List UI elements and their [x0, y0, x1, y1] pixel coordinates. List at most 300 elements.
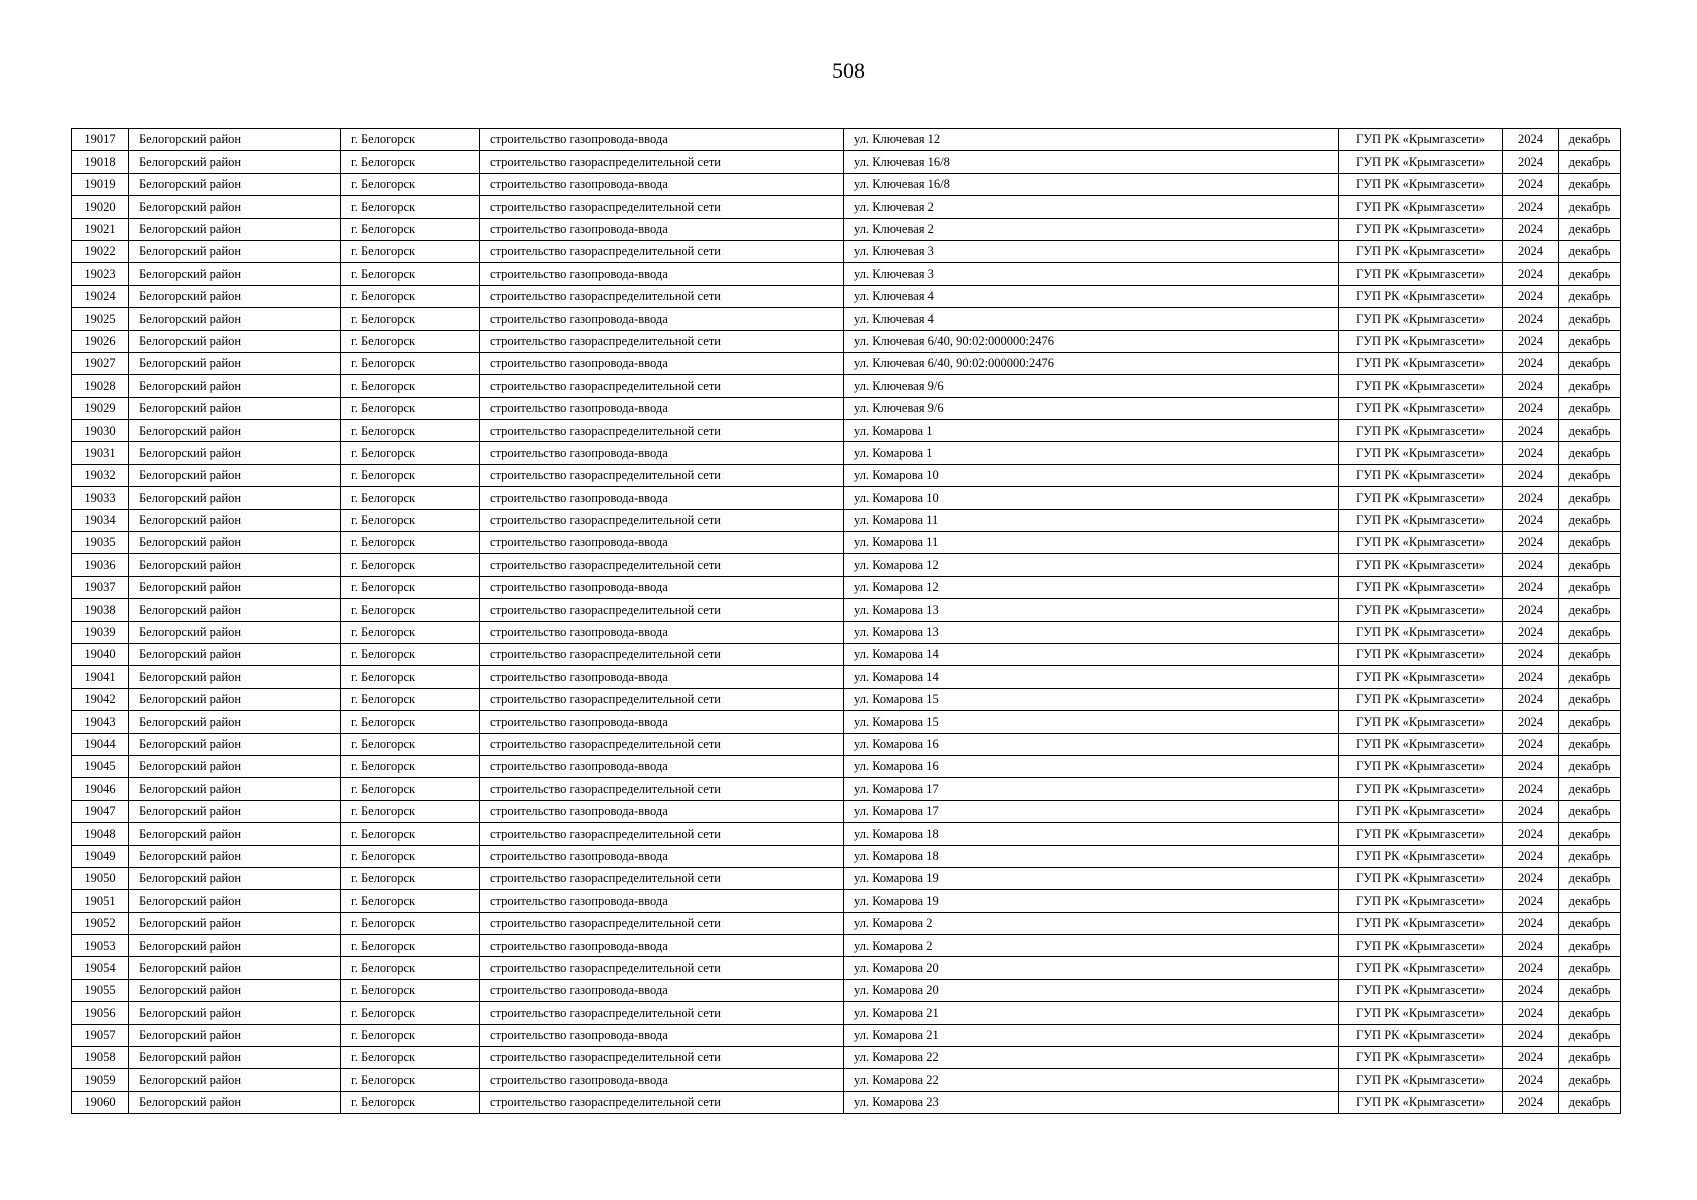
city-cell: г. Белогорск [341, 487, 480, 509]
row-number-cell: 19057 [72, 1024, 129, 1046]
month-cell: декабрь [1559, 890, 1621, 912]
district-cell: Белогорский район [129, 218, 341, 240]
year-cell: 2024 [1503, 218, 1559, 240]
address-cell: ул. Комарова 16 [844, 755, 1339, 777]
work-type-cell: строительство газораспределительной сети [480, 688, 844, 710]
month-cell: декабрь [1559, 285, 1621, 307]
city-cell: г. Белогорск [341, 308, 480, 330]
work-type-cell: строительство газораспределительной сети [480, 285, 844, 307]
city-cell: г. Белогорск [341, 129, 480, 151]
address-cell: ул. Комарова 13 [844, 621, 1339, 643]
year-cell: 2024 [1503, 263, 1559, 285]
district-cell: Белогорский район [129, 576, 341, 598]
row-number-cell: 19031 [72, 442, 129, 464]
month-cell: декабрь [1559, 621, 1621, 643]
table-row [72, 285, 1621, 307]
table-row [72, 867, 1621, 889]
address-cell: ул. Комарова 10 [844, 464, 1339, 486]
city-cell: г. Белогорск [341, 1091, 480, 1113]
month-cell: декабрь [1559, 330, 1621, 352]
organization-cell: ГУП РК «Крымгазсети» [1339, 823, 1503, 845]
year-cell: 2024 [1503, 173, 1559, 195]
work-type-cell: строительство газопровода-ввода [480, 173, 844, 195]
table-row [72, 845, 1621, 867]
city-cell: г. Белогорск [341, 912, 480, 934]
city-cell: г. Белогорск [341, 688, 480, 710]
table-row [72, 1024, 1621, 1046]
year-cell: 2024 [1503, 823, 1559, 845]
organization-cell: ГУП РК «Крымгазсети» [1339, 867, 1503, 889]
gasification-register-table [71, 128, 1621, 1114]
table-row [72, 173, 1621, 195]
city-cell: г. Белогорск [341, 1047, 480, 1069]
year-cell: 2024 [1503, 912, 1559, 934]
work-type-cell: строительство газораспределительной сети [480, 464, 844, 486]
year-cell: 2024 [1503, 979, 1559, 1001]
city-cell: г. Белогорск [341, 890, 480, 912]
district-cell: Белогорский район [129, 196, 341, 218]
row-number-cell: 19023 [72, 263, 129, 285]
district-cell: Белогорский район [129, 755, 341, 777]
city-cell: г. Белогорск [341, 576, 480, 598]
address-cell: ул. Комарова 2 [844, 935, 1339, 957]
month-cell: декабрь [1559, 464, 1621, 486]
work-type-cell: строительство газопровода-ввода [480, 666, 844, 688]
city-cell: г. Белогорск [341, 218, 480, 240]
table-row [72, 912, 1621, 934]
address-cell: ул. Комарова 17 [844, 800, 1339, 822]
address-cell: ул. Комарова 2 [844, 912, 1339, 934]
year-cell: 2024 [1503, 666, 1559, 688]
district-cell: Белогорский район [129, 285, 341, 307]
year-cell: 2024 [1503, 845, 1559, 867]
city-cell: г. Белогорск [341, 173, 480, 195]
row-number-cell: 19044 [72, 733, 129, 755]
month-cell: декабрь [1559, 173, 1621, 195]
month-cell: декабрь [1559, 218, 1621, 240]
organization-cell: ГУП РК «Крымгазсети» [1339, 979, 1503, 1001]
district-cell: Белогорский район [129, 912, 341, 934]
month-cell: декабрь [1559, 711, 1621, 733]
year-cell: 2024 [1503, 1091, 1559, 1113]
address-cell: ул. Комарова 19 [844, 867, 1339, 889]
month-cell: декабрь [1559, 867, 1621, 889]
work-type-cell: строительство газораспределительной сети [480, 375, 844, 397]
month-cell: декабрь [1559, 487, 1621, 509]
city-cell: г. Белогорск [341, 778, 480, 800]
district-cell: Белогорский район [129, 509, 341, 531]
table-row [72, 308, 1621, 330]
work-type-cell: строительство газопровода-ввода [480, 711, 844, 733]
organization-cell: ГУП РК «Крымгазсети» [1339, 509, 1503, 531]
year-cell: 2024 [1503, 1002, 1559, 1024]
work-type-cell: строительство газораспределительной сети [480, 778, 844, 800]
district-cell: Белогорский район [129, 1047, 341, 1069]
month-cell: декабрь [1559, 375, 1621, 397]
row-number-cell: 19037 [72, 576, 129, 598]
row-number-cell: 19024 [72, 285, 129, 307]
organization-cell: ГУП РК «Крымгазсети» [1339, 240, 1503, 262]
district-cell: Белогорский район [129, 554, 341, 576]
organization-cell: ГУП РК «Крымгазсети» [1339, 397, 1503, 419]
year-cell: 2024 [1503, 643, 1559, 665]
table-row [72, 935, 1621, 957]
year-cell: 2024 [1503, 308, 1559, 330]
address-cell: ул. Комарова 18 [844, 823, 1339, 845]
month-cell: декабрь [1559, 240, 1621, 262]
table-row [72, 778, 1621, 800]
city-cell: г. Белогорск [341, 240, 480, 262]
address-cell: ул. Ключевая 2 [844, 196, 1339, 218]
city-cell: г. Белогорск [341, 845, 480, 867]
work-type-cell: строительство газораспределительной сети [480, 733, 844, 755]
district-cell: Белогорский район [129, 935, 341, 957]
table-row [72, 464, 1621, 486]
table-row [72, 688, 1621, 710]
organization-cell: ГУП РК «Крымгазсети» [1339, 778, 1503, 800]
year-cell: 2024 [1503, 1047, 1559, 1069]
district-cell: Белогорский район [129, 666, 341, 688]
work-type-cell: строительство газораспределительной сети [480, 599, 844, 621]
month-cell: декабрь [1559, 129, 1621, 151]
organization-cell: ГУП РК «Крымгазсети» [1339, 285, 1503, 307]
organization-cell: ГУП РК «Крымгазсети» [1339, 442, 1503, 464]
address-cell: ул. Ключевая 9/6 [844, 375, 1339, 397]
month-cell: декабрь [1559, 778, 1621, 800]
organization-cell: ГУП РК «Крымгазсети» [1339, 263, 1503, 285]
row-number-cell: 19055 [72, 979, 129, 1001]
table-row [72, 823, 1621, 845]
table-row [72, 755, 1621, 777]
address-cell: ул. Комарова 1 [844, 442, 1339, 464]
year-cell: 2024 [1503, 129, 1559, 151]
address-cell: ул. Ключевая 2 [844, 218, 1339, 240]
work-type-cell: строительство газопровода-ввода [480, 845, 844, 867]
work-type-cell: строительство газораспределительной сети [480, 330, 844, 352]
district-cell: Белогорский район [129, 867, 341, 889]
address-cell: ул. Комарова 16 [844, 733, 1339, 755]
year-cell: 2024 [1503, 957, 1559, 979]
year-cell: 2024 [1503, 576, 1559, 598]
city-cell: г. Белогорск [341, 397, 480, 419]
address-cell: ул. Ключевая 12 [844, 129, 1339, 151]
month-cell: декабрь [1559, 935, 1621, 957]
year-cell: 2024 [1503, 397, 1559, 419]
row-number-cell: 19059 [72, 1069, 129, 1091]
address-cell: ул. Ключевая 6/40, 90:02:000000:2476 [844, 330, 1339, 352]
work-type-cell: строительство газопровода-ввода [480, 1024, 844, 1046]
table-row [72, 487, 1621, 509]
table-row [72, 1047, 1621, 1069]
district-cell: Белогорский район [129, 263, 341, 285]
district-cell: Белогорский район [129, 890, 341, 912]
table-row [72, 375, 1621, 397]
organization-cell: ГУП РК «Крымгазсети» [1339, 129, 1503, 151]
year-cell: 2024 [1503, 464, 1559, 486]
address-cell: ул. Комарова 15 [844, 688, 1339, 710]
work-type-cell: строительство газопровода-ввода [480, 352, 844, 374]
address-cell: ул. Ключевая 16/8 [844, 151, 1339, 173]
organization-cell: ГУП РК «Крымгазсети» [1339, 621, 1503, 643]
table-row [72, 129, 1621, 151]
work-type-cell: строительство газораспределительной сети [480, 643, 844, 665]
address-cell: ул. Комарова 11 [844, 509, 1339, 531]
row-number-cell: 19032 [72, 464, 129, 486]
address-cell: ул. Комарова 20 [844, 979, 1339, 1001]
row-number-cell: 19019 [72, 173, 129, 195]
city-cell: г. Белогорск [341, 599, 480, 621]
month-cell: декабрь [1559, 151, 1621, 173]
city-cell: г. Белогорск [341, 1069, 480, 1091]
work-type-cell: строительство газопровода-ввода [480, 621, 844, 643]
district-cell: Белогорский район [129, 129, 341, 151]
city-cell: г. Белогорск [341, 420, 480, 442]
address-cell: ул. Комарова 23 [844, 1091, 1339, 1113]
month-cell: декабрь [1559, 442, 1621, 464]
work-type-cell: строительство газопровода-ввода [480, 800, 844, 822]
year-cell: 2024 [1503, 487, 1559, 509]
organization-cell: ГУП РК «Крымгазсети» [1339, 464, 1503, 486]
organization-cell: ГУП РК «Крымгазсети» [1339, 352, 1503, 374]
year-cell: 2024 [1503, 935, 1559, 957]
year-cell: 2024 [1503, 240, 1559, 262]
city-cell: г. Белогорск [341, 621, 480, 643]
organization-cell: ГУП РК «Крымгазсети» [1339, 308, 1503, 330]
table-row [72, 263, 1621, 285]
month-cell: декабрь [1559, 643, 1621, 665]
year-cell: 2024 [1503, 330, 1559, 352]
district-cell: Белогорский район [129, 778, 341, 800]
city-cell: г. Белогорск [341, 263, 480, 285]
organization-cell: ГУП РК «Крымгазсети» [1339, 957, 1503, 979]
row-number-cell: 19038 [72, 599, 129, 621]
table-row [72, 733, 1621, 755]
year-cell: 2024 [1503, 196, 1559, 218]
year-cell: 2024 [1503, 890, 1559, 912]
district-cell: Белогорский район [129, 151, 341, 173]
month-cell: декабрь [1559, 688, 1621, 710]
address-cell: ул. Комарова 14 [844, 643, 1339, 665]
organization-cell: ГУП РК «Крымгазсети» [1339, 532, 1503, 554]
organization-cell: ГУП РК «Крымгазсети» [1339, 755, 1503, 777]
district-cell: Белогорский район [129, 420, 341, 442]
organization-cell: ГУП РК «Крымгазсети» [1339, 890, 1503, 912]
month-cell: декабрь [1559, 1047, 1621, 1069]
table-row [72, 420, 1621, 442]
table-row [72, 532, 1621, 554]
address-cell: ул. Комарова 13 [844, 599, 1339, 621]
work-type-cell: строительство газораспределительной сети [480, 196, 844, 218]
row-number-cell: 19054 [72, 957, 129, 979]
district-cell: Белогорский район [129, 1024, 341, 1046]
work-type-cell: строительство газораспределительной сети [480, 554, 844, 576]
district-cell: Белогорский район [129, 823, 341, 845]
district-cell: Белогорский район [129, 308, 341, 330]
row-number-cell: 19035 [72, 532, 129, 554]
year-cell: 2024 [1503, 1024, 1559, 1046]
month-cell: декабрь [1559, 1024, 1621, 1046]
month-cell: декабрь [1559, 509, 1621, 531]
row-number-cell: 19036 [72, 554, 129, 576]
year-cell: 2024 [1503, 151, 1559, 173]
city-cell: г. Белогорск [341, 442, 480, 464]
address-cell: ул. Комарова 11 [844, 532, 1339, 554]
city-cell: г. Белогорск [341, 285, 480, 307]
year-cell: 2024 [1503, 711, 1559, 733]
organization-cell: ГУП РК «Крымгазсети» [1339, 151, 1503, 173]
district-cell: Белогорский район [129, 352, 341, 374]
row-number-cell: 19052 [72, 912, 129, 934]
work-type-cell: строительство газопровода-ввода [480, 532, 844, 554]
city-cell: г. Белогорск [341, 375, 480, 397]
year-cell: 2024 [1503, 1069, 1559, 1091]
row-number-cell: 19039 [72, 621, 129, 643]
organization-cell: ГУП РК «Крымгазсети» [1339, 912, 1503, 934]
address-cell: ул. Комарова 10 [844, 487, 1339, 509]
organization-cell: ГУП РК «Крымгазсети» [1339, 688, 1503, 710]
month-cell: декабрь [1559, 196, 1621, 218]
month-cell: декабрь [1559, 599, 1621, 621]
table-row [72, 666, 1621, 688]
city-cell: г. Белогорск [341, 935, 480, 957]
month-cell: декабрь [1559, 420, 1621, 442]
year-cell: 2024 [1503, 733, 1559, 755]
table-row [72, 151, 1621, 173]
organization-cell: ГУП РК «Крымгазсети» [1339, 420, 1503, 442]
work-type-cell: строительство газораспределительной сети [480, 420, 844, 442]
district-cell: Белогорский район [129, 397, 341, 419]
row-number-cell: 19030 [72, 420, 129, 442]
city-cell: г. Белогорск [341, 666, 480, 688]
table-row [72, 240, 1621, 262]
city-cell: г. Белогорск [341, 979, 480, 1001]
organization-cell: ГУП РК «Крымгазсети» [1339, 733, 1503, 755]
row-number-cell: 19046 [72, 778, 129, 800]
district-cell: Белогорский район [129, 621, 341, 643]
month-cell: декабрь [1559, 755, 1621, 777]
row-number-cell: 19033 [72, 487, 129, 509]
address-cell: ул. Ключевая 16/8 [844, 173, 1339, 195]
year-cell: 2024 [1503, 867, 1559, 889]
table-row [72, 621, 1621, 643]
work-type-cell: строительство газораспределительной сети [480, 240, 844, 262]
year-cell: 2024 [1503, 285, 1559, 307]
table-row [72, 1091, 1621, 1113]
district-cell: Белогорский район [129, 375, 341, 397]
organization-cell: ГУП РК «Крымгазсети» [1339, 666, 1503, 688]
organization-cell: ГУП РК «Крымгазсети» [1339, 375, 1503, 397]
city-cell: г. Белогорск [341, 1002, 480, 1024]
table-row [72, 979, 1621, 1001]
district-cell: Белогорский район [129, 240, 341, 262]
row-number-cell: 19040 [72, 643, 129, 665]
organization-cell: ГУП РК «Крымгазсети» [1339, 1024, 1503, 1046]
row-number-cell: 19058 [72, 1047, 129, 1069]
month-cell: декабрь [1559, 979, 1621, 1001]
table-row [72, 397, 1621, 419]
month-cell: декабрь [1559, 1091, 1621, 1113]
address-cell: ул. Ключевая 3 [844, 240, 1339, 262]
table-row [72, 352, 1621, 374]
work-type-cell: строительство газопровода-ввода [480, 397, 844, 419]
table-row [72, 800, 1621, 822]
city-cell: г. Белогорск [341, 352, 480, 374]
district-cell: Белогорский район [129, 1069, 341, 1091]
district-cell: Белогорский район [129, 599, 341, 621]
row-number-cell: 19048 [72, 823, 129, 845]
table-row [72, 576, 1621, 598]
city-cell: г. Белогорск [341, 643, 480, 665]
city-cell: г. Белогорск [341, 957, 480, 979]
work-type-cell: строительство газопровода-ввода [480, 890, 844, 912]
work-type-cell: строительство газопровода-ввода [480, 442, 844, 464]
row-number-cell: 19042 [72, 688, 129, 710]
year-cell: 2024 [1503, 375, 1559, 397]
month-cell: декабрь [1559, 263, 1621, 285]
city-cell: г. Белогорск [341, 800, 480, 822]
organization-cell: ГУП РК «Крымгазсети» [1339, 643, 1503, 665]
table-row [72, 218, 1621, 240]
month-cell: декабрь [1559, 823, 1621, 845]
month-cell: декабрь [1559, 352, 1621, 374]
year-cell: 2024 [1503, 352, 1559, 374]
row-number-cell: 19021 [72, 218, 129, 240]
table-row [72, 554, 1621, 576]
work-type-cell: строительство газопровода-ввода [480, 308, 844, 330]
year-cell: 2024 [1503, 509, 1559, 531]
work-type-cell: строительство газопровода-ввода [480, 979, 844, 1001]
address-cell: ул. Комарова 1 [844, 420, 1339, 442]
row-number-cell: 19018 [72, 151, 129, 173]
address-cell: ул. Комарова 22 [844, 1069, 1339, 1091]
work-type-cell: строительство газопровода-ввода [480, 129, 844, 151]
work-type-cell: строительство газораспределительной сети [480, 1091, 844, 1113]
row-number-cell: 19017 [72, 129, 129, 151]
work-type-cell: строительство газораспределительной сети [480, 151, 844, 173]
city-cell: г. Белогорск [341, 755, 480, 777]
address-cell: ул. Комарова 17 [844, 778, 1339, 800]
organization-cell: ГУП РК «Крымгазсети» [1339, 1091, 1503, 1113]
address-cell: ул. Ключевая 4 [844, 308, 1339, 330]
work-type-cell: строительство газопровода-ввода [480, 263, 844, 285]
row-number-cell: 19026 [72, 330, 129, 352]
year-cell: 2024 [1503, 554, 1559, 576]
table-row [72, 643, 1621, 665]
year-cell: 2024 [1503, 420, 1559, 442]
table-row [72, 890, 1621, 912]
address-cell: ул. Комарова 15 [844, 711, 1339, 733]
district-cell: Белогорский район [129, 532, 341, 554]
city-cell: г. Белогорск [341, 733, 480, 755]
district-cell: Белогорский район [129, 1091, 341, 1113]
year-cell: 2024 [1503, 778, 1559, 800]
month-cell: декабрь [1559, 576, 1621, 598]
address-cell: ул. Комарова 14 [844, 666, 1339, 688]
work-type-cell: строительство газопровода-ввода [480, 487, 844, 509]
district-cell: Белогорский район [129, 173, 341, 195]
work-type-cell: строительство газораспределительной сети [480, 912, 844, 934]
month-cell: декабрь [1559, 554, 1621, 576]
address-cell: ул. Комарова 21 [844, 1024, 1339, 1046]
table-row [72, 711, 1621, 733]
organization-cell: ГУП РК «Крымгазсети» [1339, 935, 1503, 957]
address-cell: ул. Ключевая 4 [844, 285, 1339, 307]
row-number-cell: 19041 [72, 666, 129, 688]
organization-cell: ГУП РК «Крымгазсети» [1339, 599, 1503, 621]
address-cell: ул. Ключевая 6/40, 90:02:000000:2476 [844, 352, 1339, 374]
city-cell: г. Белогорск [341, 867, 480, 889]
table-row [72, 330, 1621, 352]
